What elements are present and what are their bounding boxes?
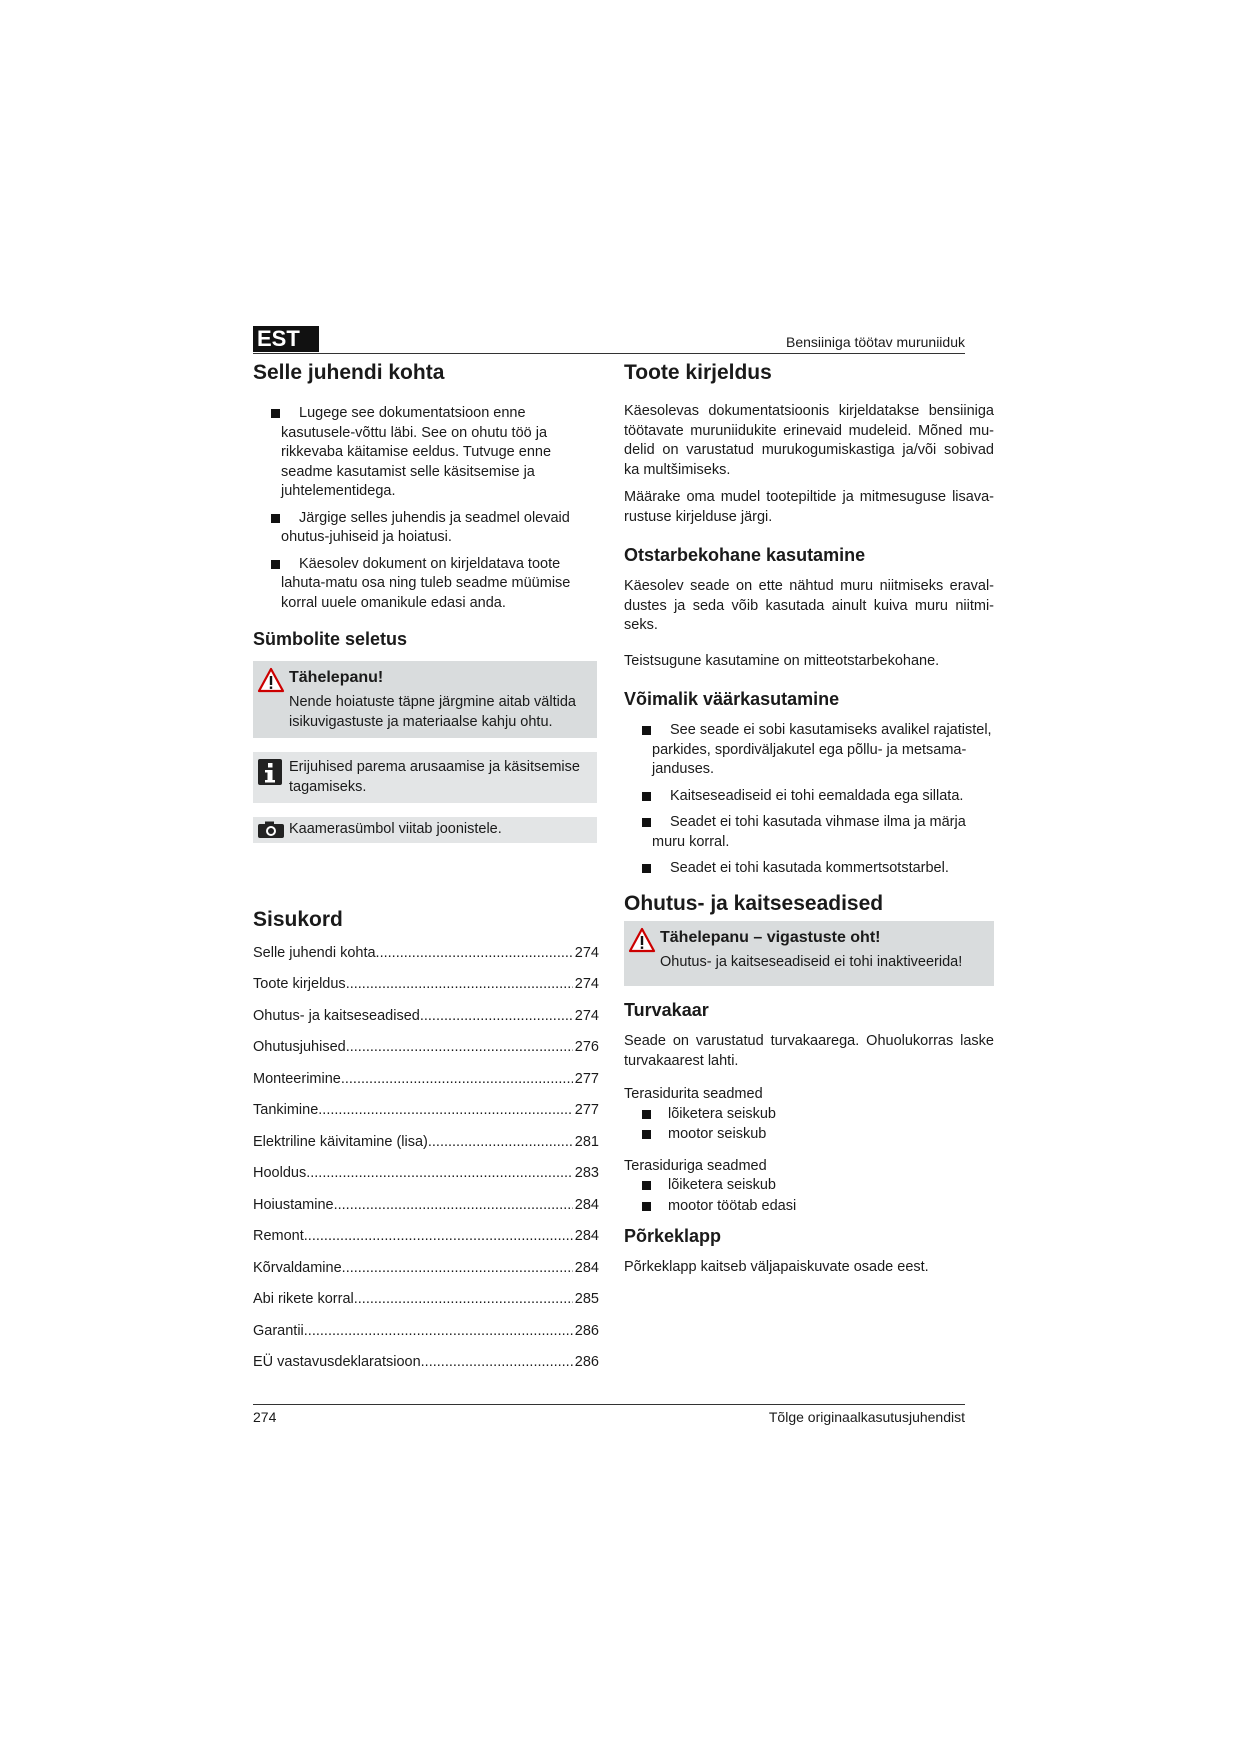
list-item: Lugege see dokumentatsioon enne kasutusele-võttu läbi. See on ohutu töö ja rikkevaba käitamise eeldus. Tutvuge enne seadme kasutamist selle käsitsemise ja juhtelementidega.	[253, 404, 597, 502]
page-header	[253, 326, 965, 354]
guard-label: Terasidurita seadmed	[624, 1086, 763, 1102]
toc-entry-page: 281	[574, 1133, 599, 1150]
misuse-list	[624, 721, 994, 879]
info-callout	[253, 752, 597, 803]
warning-text: Nende hoiatuste täpne järgmine aitab vältida isikuvigastuste ja materiaalse kahju ohtu.	[289, 694, 576, 730]
list-item: Seadet ei tohi kasutada vihmase ilma ja märja muru korral.	[624, 813, 994, 852]
toc-entry-title: EÜ vastavusdeklaratsioon	[253, 1354, 421, 1370]
toc-entry-title: Ohutusjuhised	[253, 1039, 346, 1055]
symbols-heading: Sümbolite seletus	[253, 629, 408, 649]
table-of-contents	[253, 943, 599, 1384]
toc-entry[interactable]	[253, 1037, 599, 1069]
list-item: Järgige selles juhendis ja seadmel olevaid ohutus-juhiseid ja hoiatusi.	[253, 509, 597, 548]
page-number: 274	[253, 1409, 277, 1425]
guard-list-2	[624, 1176, 994, 1216]
flap-paragraph: Põrkeklapp kaitseb väljapaiskuvate osade eest.	[624, 1259, 929, 1275]
toc-entry-page: 277	[574, 1102, 599, 1118]
guard-paragraph: Seade on varustatud turvakaarega. Ohuolukorras laske turvakaarest lahti.	[624, 1033, 994, 1069]
footer-text: Tõlge originaalkasutusjuhendist	[768, 1409, 965, 1425]
about-list	[253, 404, 597, 613]
safety-heading: Ohutus- ja kaitseseadised	[624, 891, 884, 915]
toc-entry[interactable]	[253, 1069, 599, 1101]
toc-entry-title: Selle juhendi kohta	[253, 944, 376, 961]
toc-entry-title: Monteerimine	[253, 1070, 341, 1087]
page-footer	[253, 1404, 965, 1429]
intended-use-paragraph: Käesolev seade on ette nähtud muru niitmiseks eraval-dustes ja seda võib kasutada ainult kuiva muru niitmi-seks.	[624, 578, 994, 633]
left-column	[253, 360, 597, 1384]
list-item: Seadet ei tohi kasutada kommertsotstarbel.	[624, 859, 994, 879]
toc-entry-title: Ohutus- ja kaitseseadised	[253, 1007, 420, 1024]
toc-entry-title: Remont	[253, 1228, 304, 1244]
list-item: See seade ei sobi kasutamiseks avalikel rajatistel, parkides, spordiväljakutel ega põllu- ja metsama-janduses.	[624, 721, 994, 780]
toc-entry-title: Hooldus	[253, 1165, 307, 1181]
toc-entry[interactable]	[253, 1100, 599, 1132]
toc-entry[interactable]	[253, 1289, 599, 1321]
toc-entry-title: Abi rikete korral	[253, 1291, 354, 1307]
toc-entry-page: 284	[574, 1196, 599, 1213]
toc-entry-title: Elektriline käivitamine (lisa)	[253, 1133, 428, 1150]
toc-entry-page: 277	[574, 1070, 599, 1087]
product-heading: Toote kirjeldus	[624, 361, 772, 384]
right-column	[624, 360, 994, 1286]
info-text: Erijuhised parema arusaamise ja käsitsemise tagamiseks.	[289, 759, 580, 795]
toc-entry-page: 284	[574, 1259, 599, 1276]
toc-entry-page: 274	[574, 1007, 599, 1024]
toc-entry-page: 286	[574, 1354, 599, 1370]
toc-entry[interactable]	[253, 1258, 599, 1290]
camera-text: Kaamerasümbol viitab joonistele.	[289, 821, 502, 837]
misuse-heading: Võimalik väärkasutamine	[624, 689, 840, 709]
camera-icon	[257, 821, 285, 844]
intended-use-heading: Otstarbekohane kasutamine	[624, 545, 866, 565]
toc-entry[interactable]	[253, 974, 599, 1006]
info-icon	[257, 758, 283, 791]
toc-entry-page: 274	[574, 944, 599, 961]
toc-entry-page: 284	[574, 1228, 599, 1244]
list-item: mootor töötab edasi	[624, 1197, 994, 1217]
toc-entry[interactable]	[253, 1006, 599, 1038]
language-tag: EST	[253, 326, 319, 352]
toc-entry-title: Tankimine	[253, 1102, 319, 1118]
warning-callout	[253, 661, 597, 738]
toc-entry-page: 274	[574, 976, 599, 992]
list-item: mootor seiskub	[624, 1125, 994, 1145]
toc-entry-title: Kõrvaldamine	[253, 1259, 342, 1276]
toc-entry-page: 276	[574, 1039, 599, 1055]
toc-heading: Sisukord	[253, 907, 343, 931]
toc-entry[interactable]	[253, 1352, 599, 1384]
guard-heading: Turvakaar	[624, 1000, 709, 1020]
warning-title: Tähelepanu!	[289, 669, 384, 686]
toc-entry-page: 285	[574, 1291, 599, 1307]
toc-entry-title: Toote kirjeldus	[253, 976, 346, 992]
toc-entry[interactable]	[253, 1163, 599, 1195]
warning-icon	[628, 927, 656, 958]
toc-entry[interactable]	[253, 1321, 599, 1353]
toc-entry[interactable]	[253, 1132, 599, 1164]
manual-page	[253, 326, 994, 1370]
guard-list-1	[624, 1105, 994, 1145]
guard-label: Terasiduriga seadmed	[624, 1157, 767, 1174]
list-item: lõiketera seiskub	[624, 1176, 994, 1196]
product-paragraph: Käesolevas dokumentatsioonis kirjeldatakse bensiiniga töötavate muruniidukite erinevaid mudeleid. Mõned mu-delid on varustatud murukogumiskastiga ja/või sobivad ka multšimiseks.	[624, 403, 994, 478]
toc-entry[interactable]	[253, 943, 599, 975]
list-item: lõiketera seiskub	[624, 1105, 994, 1125]
intended-use-paragraph: Teistsugune kasutamine on mitteotstarbekohane.	[624, 652, 940, 669]
camera-callout	[253, 817, 597, 843]
list-item: Käesolev dokument on kirjeldatava toote lahuta-matu osa ning tuleb seadme müümise korral uuele omanikule edasi anda.	[253, 555, 597, 614]
safety-warning-title: Tähelepanu – vigastuste oht!	[660, 928, 881, 946]
list-item: Kaitseseadiseid ei tohi eemaldada ega sillata.	[624, 787, 994, 807]
about-heading: Selle juhendi kohta	[253, 361, 445, 384]
toc-entry-page: 283	[574, 1165, 599, 1181]
toc-entry[interactable]	[253, 1195, 599, 1227]
flap-heading: Põrkeklapp	[624, 1226, 722, 1246]
safety-warning-callout	[624, 921, 994, 987]
safety-warning-text: Ohutus- ja kaitseseadiseid ei tohi inaktiveerida!	[660, 953, 963, 970]
header-title: Bensiiniga töötav muruniiduk	[786, 334, 965, 350]
warning-icon	[257, 667, 285, 698]
toc-entry-page: 286	[574, 1322, 599, 1339]
toc-entry[interactable]	[253, 1226, 599, 1258]
product-paragraph: Määrake oma mudel tootepiltide ja mitmesuguse lisava-rustuse kirjelduse järgi.	[624, 489, 994, 525]
toc-entry-title: Garantii	[253, 1322, 304, 1339]
toc-entry-title: Hoiustamine	[253, 1196, 334, 1213]
